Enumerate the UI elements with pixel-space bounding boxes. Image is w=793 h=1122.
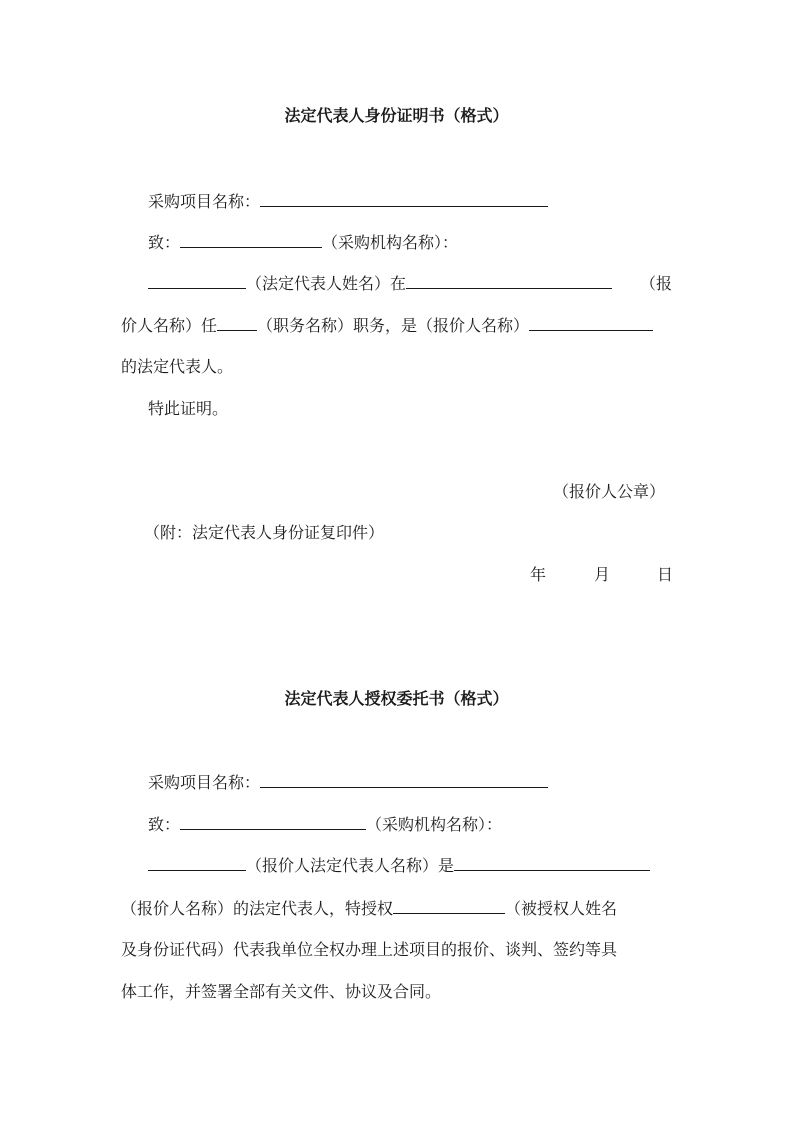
s2-line4-a: （报价人名称）的法定代表人，特授权 — [121, 899, 394, 918]
s1-project-line — [148, 192, 548, 212]
section2-title: 法定代表人授权委托书（格式） — [284, 689, 509, 708]
s1-year: 年 — [530, 565, 547, 584]
s1-line5: 的法定代表人。 — [121, 357, 234, 376]
s1-bidder-blank[interactable] — [406, 274, 612, 289]
s1-certify: 特此证明。 — [148, 399, 229, 418]
s2-agency-blank[interactable] — [180, 815, 366, 830]
s2-agency-note: （采购机构名称）： — [366, 815, 503, 834]
section1-title: 法定代表人身份证明书（格式） — [284, 106, 509, 125]
s1-rep-line — [148, 274, 612, 294]
s1-line4-b: （职务名称）职务，是（报价人名称） — [257, 316, 530, 335]
s2-rep-line — [148, 856, 650, 876]
s2-to-label: 致： — [148, 815, 181, 834]
s2-line4-b: （被授权人姓名 — [505, 899, 618, 918]
s1-bidder-name-blank[interactable] — [529, 316, 653, 331]
s2-project-line — [148, 773, 548, 793]
s1-project-blank[interactable] — [260, 192, 548, 207]
s2-project-blank[interactable] — [260, 773, 548, 788]
s1-to-label: 致： — [148, 233, 181, 252]
s1-attachment: （附：法定代表人身份证复印件） — [144, 523, 385, 542]
s2-to-line — [148, 815, 502, 835]
s1-day: 日 — [657, 565, 674, 584]
s2-rep-note: （报价人法定代表人名称）是 — [246, 856, 455, 875]
s1-agency-note: （采购机构名称）： — [322, 233, 459, 252]
s1-line4-a: 价人名称）任 — [121, 316, 218, 335]
s1-rep-name-blank[interactable] — [148, 274, 246, 289]
s1-project-label: 采购项目名称： — [148, 192, 261, 211]
s1-position-line — [121, 316, 653, 336]
s2-line5: 及身份证代码）代表我单位全权办理上述项目的报价、谈判、签约等具 — [121, 940, 618, 959]
s2-rep-blank[interactable] — [148, 856, 246, 871]
s1-to-line — [148, 233, 458, 253]
s1-agency-blank[interactable] — [180, 233, 322, 248]
s1-position-blank[interactable] — [217, 316, 257, 331]
s1-month: 月 — [594, 565, 611, 584]
s2-authorized-blank[interactable] — [393, 899, 505, 914]
s1-seal: （报价人公章） — [553, 482, 666, 501]
s2-bidder-blank[interactable] — [454, 856, 650, 871]
s2-project-label: 采购项目名称： — [148, 773, 261, 792]
s1-bidder-open: （报 — [640, 274, 673, 293]
s2-line6: 体工作，并签署全部有关文件、协议及合同。 — [121, 982, 442, 1001]
s2-auth-line — [121, 899, 617, 919]
s1-rep-name-note: （法定代表人姓名）在 — [246, 274, 407, 293]
